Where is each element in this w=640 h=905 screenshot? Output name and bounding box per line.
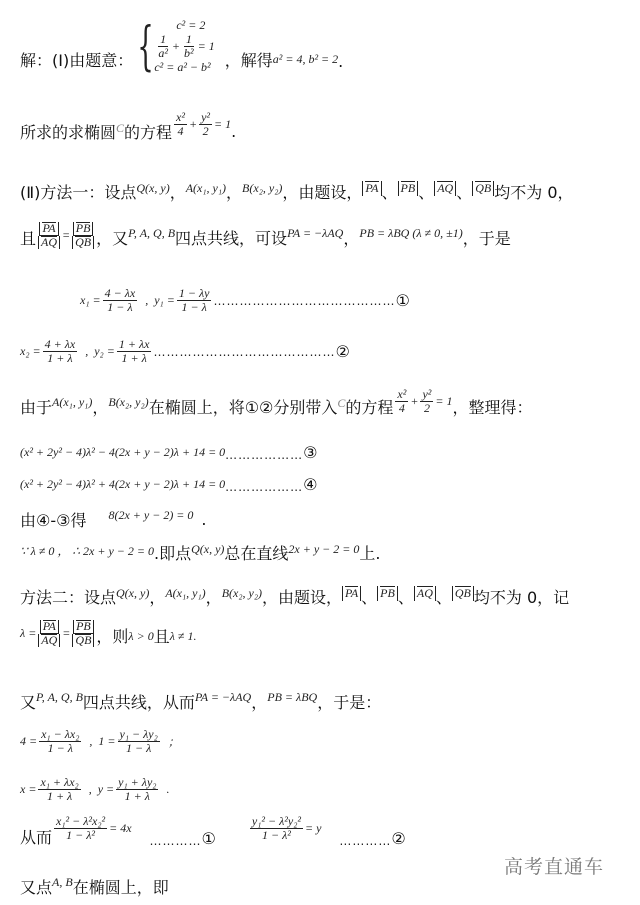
method2-heading: 方法二：设点 <box>20 588 117 607</box>
because-text: ∵ λ ≠ 0 ， ∴ 2x + y − 2 = 0 <box>20 544 154 558</box>
method2-collinear-line <box>20 690 381 713</box>
watermark: 高考直通车 <box>504 856 605 878</box>
point-A: A(x₁, y₁) <box>52 395 93 409</box>
conclusion-line <box>20 541 380 564</box>
ellipse-C: C <box>116 121 125 135</box>
sep: 、 <box>397 588 414 607</box>
comma: ， <box>92 398 109 417</box>
collinear-text-2: 四点共线，可设 <box>175 229 288 249</box>
point-Q: Q(x, y) <box>191 542 225 556</box>
period: . <box>231 122 237 141</box>
diff-eq: 8(2x + y − 2) = 0 <box>108 508 194 522</box>
leader-dots: ………… <box>149 834 202 848</box>
leader-dots: ……………… <box>225 448 304 462</box>
since-line <box>20 386 533 418</box>
lambda-line <box>20 620 197 647</box>
result-line <box>20 813 406 848</box>
collinear-text-1: ，又 <box>96 229 129 249</box>
vec-QB: QB <box>472 181 494 196</box>
comma: ， <box>226 183 243 202</box>
leader-dots: ………… <box>339 834 392 848</box>
equation-system <box>154 18 214 75</box>
eq-mark-3: ③ <box>303 442 318 462</box>
eq1-line <box>80 287 410 314</box>
point-Q: Q(x, y) <box>136 181 170 195</box>
ellipse-text-1: 所求的求椭圆 <box>20 123 117 142</box>
collinear-text-1: 又 <box>20 693 37 712</box>
sep: 、 <box>381 183 398 202</box>
eq2-line <box>20 338 350 365</box>
ellipse-line <box>20 109 237 143</box>
sep: 、 <box>456 183 473 202</box>
sep: 、 <box>435 588 452 607</box>
eq1: x₁ = $\frac{4 - \lambda x}{1 - \lambda}$ , y₁ = $\frac{1 - \lambda y}{1 - \lambda}$ <box>80 286 210 315</box>
ellipse-C: C <box>337 396 346 410</box>
res-mark-1: ① <box>201 829 216 848</box>
nonzero-text: 均不为 0， <box>494 183 574 202</box>
vec-PA: PA <box>362 181 381 196</box>
method1-line1 <box>20 180 574 203</box>
comma: ， <box>343 229 360 249</box>
cond-text-2: 且 <box>153 627 170 647</box>
conclude-text-1: .即点 <box>154 544 192 563</box>
point-A: A(x₁, y₁) <box>165 586 206 600</box>
last-line <box>20 875 169 898</box>
hence-text: 从而 <box>20 828 53 847</box>
solved-value: a² = 4, b² = 2 <box>272 52 339 67</box>
period: . <box>338 52 344 72</box>
cond-lambda-positive: λ > 0 <box>128 629 154 644</box>
res2: $\frac{\text{y₁² − λ²y₂²}}{\text{1 − λ²}}$ = y <box>251 813 322 842</box>
eq-mark-1: ① <box>395 291 410 311</box>
ellipse-text-2: 的方程 <box>124 123 173 142</box>
since-text-1: 由于 <box>20 398 53 417</box>
nonzero-text: 均不为 0，记 <box>473 588 570 607</box>
conclude-text-2: 总在直线 <box>224 544 289 563</box>
and-text: 且 <box>20 229 37 249</box>
ellipse-equation: $\frac{\text{x²}}{4}$ + $\frac{\text{y²}}{2}$ = 1 <box>397 386 453 415</box>
since-text-3: 的方程 <box>345 398 394 417</box>
comma: ， <box>251 693 268 712</box>
method1-line2 <box>20 222 511 249</box>
vec-PB: PB <box>377 586 398 601</box>
last-text-1: 又点 <box>20 878 53 897</box>
given-text: ，由题设， <box>282 183 363 202</box>
points-PAQB: P, A, Q, B <box>128 226 176 241</box>
eq4-line <box>20 474 318 494</box>
point-B: B(x₂, y₂) <box>108 395 149 409</box>
sep: 、 <box>418 183 435 202</box>
ellipse-equation: $\frac{\text{x²}}{4}$ + $\frac{\text{y²}}{2}$ = 1 <box>176 109 232 138</box>
then-text: ，于是 <box>462 229 511 249</box>
cond-text-1: ，则 <box>96 627 129 647</box>
conclude-text-3: 上. <box>359 544 381 563</box>
eq3: (x² + 2y² − 4)λ² − 4(2x + y − 2)λ + 14 = 0 <box>20 444 226 459</box>
vec-QB: QB <box>452 586 474 601</box>
system-eq-2: $\frac{1}{\text{a²}}$ + $\frac{1}{\text{b²}}$ = 1 <box>158 32 215 61</box>
period: . <box>201 510 207 529</box>
since-text-2: 在椭圆上，将①②分别带入 <box>148 398 338 417</box>
vec-PA: PA <box>342 586 361 601</box>
eqA: 4 = $\frac{\text{x₁ − λx₂}}{1 - \lambda}$ , 1 = $\frac{\text{y₁ − λy₂}}{1 - \lambda}$ ； <box>20 727 180 756</box>
comma: ， <box>149 588 166 607</box>
system-brace: { <box>137 16 155 77</box>
diff-line <box>20 508 207 531</box>
part1-line <box>20 18 343 75</box>
leader-dots: ……………… <box>225 480 304 494</box>
since-text-4: ，整理得： <box>452 398 533 417</box>
vec-eq-2: PB = λBQ <box>267 690 318 704</box>
eqB-line <box>20 776 169 803</box>
eq-mark-4: ④ <box>303 474 318 494</box>
leader-dots: …………………………………… <box>153 344 336 359</box>
method1-heading: (Ⅱ)方法一：设点 <box>20 183 137 202</box>
sep: 、 <box>361 588 378 607</box>
eqA-line <box>20 728 180 755</box>
vec-eq-2: PB = λBQ (λ ≠ 0, ±1) <box>359 226 463 241</box>
point-Q: Q(x, y) <box>116 586 150 600</box>
points-PAQB: P, A, Q, B <box>36 690 83 704</box>
collinear-text-2: 四点共线，从而 <box>82 693 195 712</box>
ratio-equation: $\frac{PA}{AQ}$ = $\frac{PB}{QB}$ <box>36 222 96 249</box>
given-text: ，由题设， <box>262 588 343 607</box>
res1: $\frac{\text{x₁² − λ²x₂²}}{\text{1 − λ²}}$ = 4x <box>56 813 132 842</box>
system-eq-1: c² = 2 <box>176 18 206 32</box>
leader-dots: …………………………………… <box>213 293 396 308</box>
point-B: B(x₂, y₂) <box>242 181 283 195</box>
eq4: (x² + 2y² − 4)λ² + 4(2x + y − 2)λ + 14 = 0 <box>20 476 226 491</box>
solved-label: ，解得 <box>224 51 273 71</box>
system-eq-3: c² = a² − b² <box>154 60 211 75</box>
points-AB: A, B <box>52 875 73 889</box>
vec-PB: PB <box>398 181 419 196</box>
point-B: B(x₂, y₂) <box>221 586 263 600</box>
part1-prefix: 解：(Ⅰ)由题意： <box>20 51 134 71</box>
res-mark-2: ② <box>391 829 406 848</box>
vec-eq-1: PA = −λAQ <box>194 690 252 704</box>
point-A: A(x₁, y₁) <box>185 181 227 195</box>
eqB: x = $\frac{\text{x₁ + λx₂}}{1 + \lambda}$ , y = $\frac{\text{y₁ + λy₂}}{1 + \lambda}$ . <box>20 775 170 804</box>
diff-label: 由④-③得 <box>20 511 87 530</box>
eq-mark-2: ② <box>335 342 350 362</box>
line-eq: 2x + y − 2 = 0 <box>288 542 360 556</box>
last-text-2: 在椭圆上，即 <box>72 878 169 897</box>
then-text: ，于是： <box>317 693 382 712</box>
vec-AQ: AQ <box>434 181 456 196</box>
vec-eq-1: PA = −λAQ <box>287 226 344 241</box>
vec-AQ: AQ <box>414 586 436 601</box>
cond-lambda-ne-1: λ ≠ 1. <box>169 629 197 644</box>
method2-line1 <box>20 585 569 608</box>
comma: ， <box>205 588 222 607</box>
eq2: x₂ = $\frac{4 + \lambda x}{1 + \lambda}$ , y₂ = $\frac{1 + \lambda x}{1 + \lambda}$ <box>20 337 150 366</box>
comma: ， <box>169 183 186 202</box>
lambda-def: λ = $\frac{PA}{AQ}$ = $\frac{PB}{QB}$ <box>20 620 96 647</box>
eq3-line <box>20 442 318 462</box>
